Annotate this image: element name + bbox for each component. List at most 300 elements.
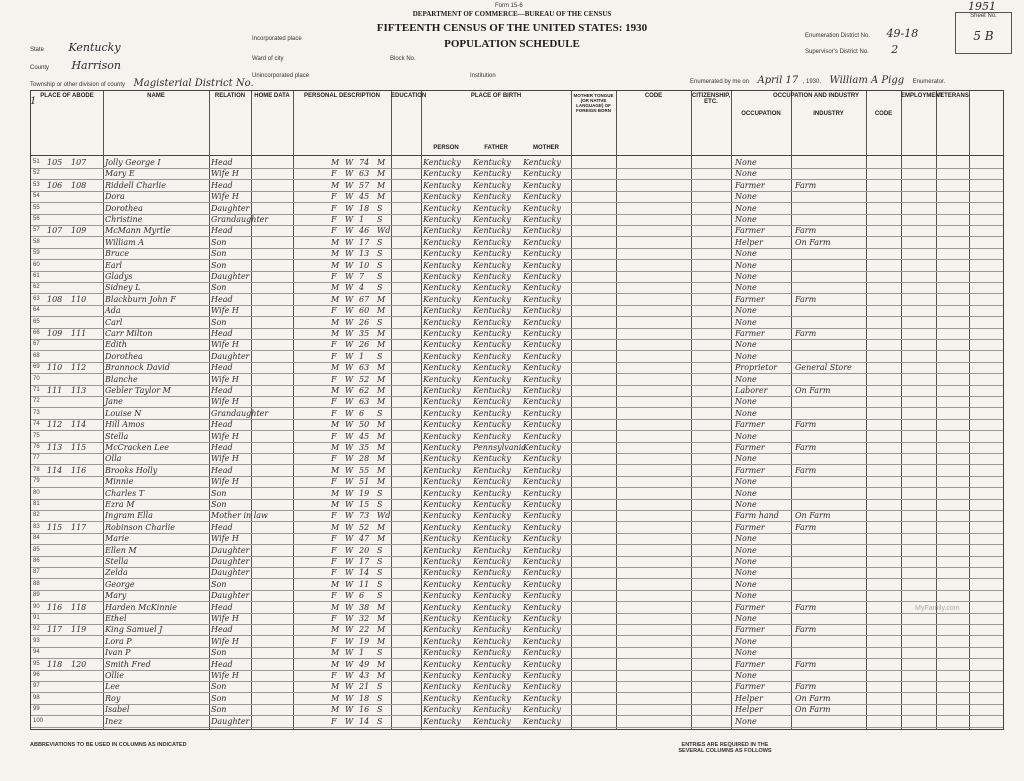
census-row [31,602,1003,613]
cell-fam: 118 [71,602,87,612]
cell-mbp: Kentucky [523,340,561,350]
cell-rel: Head [211,465,233,475]
cell-race: W [345,500,354,509]
cell-sex: M [331,180,340,190]
cell-age: 26 [359,317,370,327]
cell-line: 63 [33,295,40,302]
cell-mbp: Kentucky [523,363,561,373]
cell-bp: Kentucky [423,374,461,384]
cell-name: William A [105,237,144,247]
cell-rel: Head [211,329,233,338]
cell-fbp: Kentucky [473,283,511,293]
cell-name: Ivan P [105,648,131,658]
cell-line: 77 [33,455,40,462]
cell-occ: None [735,431,757,441]
cell-ms: S [377,579,383,589]
cell-age: 21 [359,682,370,692]
cell-name: Ollie [105,671,124,680]
cell-mbp: Kentucky [523,260,561,270]
cell-occ: None [735,317,757,327]
census-row [31,374,1003,385]
cell-mbp: Kentucky [523,511,561,521]
cell-age: 62 [359,386,370,395]
col-code: CODE [644,93,663,99]
cell-sex: M [331,488,340,498]
cell-race: W [345,306,354,316]
cell-ms: M [377,454,386,464]
cell-rel: Son [211,682,227,692]
cell-sex: M [331,294,340,304]
cell-race: W [345,511,354,521]
cell-ind: Farm [795,226,817,236]
col-name: NAME [147,93,165,99]
cell-dw: 107 [47,226,63,236]
cell-occ: Farmer [735,329,765,338]
cell-sex: F [331,272,337,281]
cell-occ: None [735,203,757,213]
census-row [31,248,1003,259]
census-row [31,704,1003,715]
cell-ms: M [377,363,386,373]
cell-sex: M [331,693,340,703]
census-row [31,225,1003,236]
cell-occ: None [735,249,757,259]
cell-rel: Wife H [211,397,239,407]
cell-mbp: Kentucky [523,294,561,304]
cell-sex: F [331,351,337,361]
census-row [31,157,1003,168]
col-education: EDUCATION [391,93,427,99]
cell-age: 19 [359,488,370,498]
cell-rel: Son [211,260,227,270]
cell-race: W [345,659,354,669]
cell-sex: F [331,591,337,601]
cell-occ: Helper [735,693,763,703]
cell-rel: Grandaughter [211,215,269,224]
cell-occ: None [735,648,757,658]
cell-bp: Kentucky [423,237,461,247]
cell-age: 63 [359,363,370,373]
cell-fbp: Kentucky [473,294,511,304]
cell-mbp: Kentucky [523,568,561,578]
cell-rel: Daughter [211,272,250,281]
cell-fbp: Kentucky [473,374,511,384]
cell-name: Mary [105,591,127,601]
cell-bp: Kentucky [423,614,461,623]
cell-sex: M [331,443,340,452]
cell-line: 79 [33,478,40,485]
census-row [31,203,1003,214]
cell-line: 88 [33,580,40,587]
cell-fbp: Kentucky [473,249,511,259]
cell-ms: S [377,716,383,726]
cell-mbp: Kentucky [523,534,561,544]
cell-age: 26 [359,340,370,350]
enum-district-field: Enumeration District No. 49-18 [805,27,919,40]
cell-dw: 118 [47,659,63,669]
cell-sex: M [331,465,340,475]
cell-mbp: Kentucky [523,158,561,167]
cell-line: 83 [33,523,40,530]
cell-name: Sidney L [105,283,141,293]
cell-ms: M [377,602,386,612]
cell-bp: Kentucky [423,602,461,612]
cell-bp: Kentucky [423,511,461,521]
cell-line: 81 [33,501,40,507]
cell-line: 53 [33,181,40,188]
cell-sex: F [331,454,337,464]
cell-race: W [345,636,354,646]
census-row [31,328,1003,339]
census-row [31,693,1003,704]
cell-sex: M [331,602,340,612]
cell-line: 52 [33,170,40,177]
cell-mbp: Kentucky [523,329,561,338]
cell-race: W [345,283,354,293]
cell-fbp: Kentucky [473,272,511,281]
cell-ms: M [377,169,386,179]
cell-bp: Kentucky [423,431,461,441]
cell-fam: 120 [71,659,87,669]
cell-name: Olla [105,454,122,464]
cell-fbp: Kentucky [473,306,511,316]
cell-occ: None [735,500,757,509]
cell-name: King Samuel J [105,625,163,635]
cell-mbp: Kentucky [523,215,561,224]
cell-bp: Kentucky [423,579,461,589]
cell-mbp: Kentucky [523,614,561,623]
cell-mbp: Kentucky [523,682,561,692]
cell-mbp: Kentucky [523,180,561,190]
cell-line: 87 [33,569,40,576]
cell-rel: Head [211,659,233,669]
cell-dw: 110 [47,363,63,373]
cell-mbp: Kentucky [523,431,561,441]
cell-bp: Kentucky [423,420,461,430]
cell-fbp: Kentucky [473,237,511,247]
cell-occ: Farmer [735,420,765,430]
cell-line: 60 [33,261,40,268]
cell-occ: None [735,351,757,361]
cell-ind: Farm [795,465,817,475]
col-personal-description: PERSONAL DESCRIPTION [304,93,380,99]
cell-ms: S [377,237,383,247]
cell-dw: 105 [47,158,63,167]
census-row [31,282,1003,293]
cell-occ: None [735,488,757,498]
cell-rel: Head [211,386,233,395]
cell-age: 52 [359,522,370,532]
census-row [31,419,1003,430]
cell-fbp: Kentucky [473,591,511,601]
cell-fbp: Kentucky [473,636,511,646]
cell-race: W [345,408,354,418]
cell-age: 19 [359,636,370,646]
sub-industry: INDUSTRY [813,111,844,117]
cell-sex: F [331,716,337,726]
cell-name: Stella [105,557,129,566]
cell-ms: S [377,693,383,703]
cell-bp: Kentucky [423,671,461,680]
cell-rel: Daughter [211,545,250,555]
department-line: DEPARTMENT OF COMMERCE—BUREAU OF THE CENSUS [412,10,612,18]
cell-rel: Son [211,500,227,509]
cell-name: George [105,579,135,589]
cell-age: 10 [359,260,370,270]
incorporated-label: Incorporated place [252,36,302,42]
cell-bp: Kentucky [423,477,461,487]
cell-ind: Farm [795,682,817,692]
cell-bp: Kentucky [423,534,461,544]
cell-rel: Son [211,237,227,247]
cell-fbp: Kentucky [473,408,511,418]
cell-race: W [345,443,354,452]
col-place-of-abode: PLACE OF ABODE [40,93,94,99]
cell-ms: M [377,659,386,669]
cell-bp: Kentucky [423,500,461,509]
cell-bp: Kentucky [423,682,461,692]
cell-line: 98 [33,694,40,701]
cell-rel: Wife H [211,477,239,487]
cell-fbp: Kentucky [473,500,511,509]
census-row [31,533,1003,544]
cell-line: 65 [33,318,40,325]
cell-race: W [345,625,354,635]
cell-sex: F [331,671,337,680]
census-row [31,237,1003,248]
institution-label: Institution [470,73,496,79]
cell-sex: M [331,386,340,395]
cell-age: 18 [359,203,370,213]
cell-race: W [345,226,354,236]
cell-bp: Kentucky [423,283,461,293]
cell-name: McCracken Lee [105,443,169,452]
cell-bp: Kentucky [423,226,461,236]
cell-mbp: Kentucky [523,705,561,715]
cell-ms: Wd [377,511,391,521]
cell-race: W [345,591,354,601]
cell-race: W [345,545,354,555]
cell-ms: S [377,545,383,555]
cell-age: 52 [359,374,370,384]
cell-fbp: Pennsylvania [473,443,527,452]
cell-dw: 111 [47,386,63,395]
sheet-value: 5 B [973,29,994,43]
cell-fam: 113 [71,386,87,395]
cell-fbp: Kentucky [473,340,511,350]
cell-mbp: Kentucky [523,408,561,418]
cell-rel: Head [211,602,233,612]
enum-district-value: 49-18 [886,27,919,40]
cell-rel: Wife H [211,431,239,441]
cell-mbp: Kentucky [523,386,561,395]
supervisor-field: Supervisor's District No. 2 [805,43,899,56]
cell-race: W [345,215,354,224]
cell-name: Lee [105,682,120,692]
cell-line: 92 [33,626,40,633]
cell-ind: Farm [795,294,817,304]
cell-mbp: Kentucky [523,693,561,703]
cell-race: W [345,454,354,464]
census-row [31,168,1003,179]
cell-fbp: Kentucky [473,568,511,578]
cell-bp: Kentucky [423,693,461,703]
cell-fbp: Kentucky [473,659,511,669]
cell-race: W [345,477,354,487]
census-row [31,624,1003,635]
cell-race: W [345,294,354,304]
cell-sex: M [331,682,340,692]
cell-line: 57 [33,227,40,234]
cell-name: Dorothea [105,203,143,213]
cell-bp: Kentucky [423,522,461,532]
cell-name: Ada [105,306,121,316]
cell-name: Earl [105,260,122,270]
col-occupation-industry: OCCUPATION AND INDUSTRY [773,93,859,99]
census-row [31,556,1003,567]
cell-fbp: Kentucky [473,545,511,555]
cell-sex: F [331,477,337,487]
cell-occ: None [735,534,757,544]
cell-occ: None [735,192,757,202]
cell-fbp: Kentucky [473,557,511,566]
cell-ms: M [377,306,386,316]
cell-fam: 108 [71,180,87,190]
cell-mbp: Kentucky [523,283,561,293]
cell-fbp: Kentucky [473,511,511,521]
cell-sex: F [331,431,337,441]
cell-name: Hill Amos [105,420,145,430]
cell-rel: Wife H [211,636,239,646]
cell-ind: On Farm [795,693,831,703]
state-value: Kentucky [68,41,121,54]
cell-fbp: Kentucky [473,420,511,430]
cell-bp: Kentucky [423,488,461,498]
cell-line: 54 [33,193,40,200]
cell-occ: None [735,545,757,555]
cell-ind: Farm [795,329,817,338]
census-row [31,362,1003,373]
cell-occ: Farmer [735,180,765,190]
census-row [31,613,1003,624]
cell-mbp: Kentucky [523,272,561,281]
cell-name: Smith Fred [105,659,151,669]
cell-rel: Daughter [211,203,250,213]
cell-mbp: Kentucky [523,477,561,487]
cell-bp: Kentucky [423,180,461,190]
cell-ind: Farm [795,420,817,430]
census-row [31,488,1003,499]
state-field: State Kentucky [30,41,121,54]
cell-bp: Kentucky [423,272,461,281]
cell-rel: Daughter [211,591,250,601]
cell-ms: S [377,272,383,281]
cell-sex: F [331,192,337,202]
cell-dw: 112 [47,420,63,430]
col-employment: EMPLOYMENT [901,93,944,99]
cell-name: Brannock David [105,363,170,373]
cell-ind: Farm [795,602,817,612]
cell-occ: Helper [735,705,763,715]
cell-occ: None [735,340,757,350]
cell-age: 38 [359,602,370,612]
sheet-box: Sheet No. 5 B [955,12,1012,54]
cell-rel: Wife H [211,306,239,316]
cell-race: W [345,602,354,612]
cell-fbp: Kentucky [473,579,511,589]
census-row [31,647,1003,658]
cell-name: Brooks Holly [105,465,158,475]
cell-line: 94 [33,649,40,656]
cell-ms: S [377,682,383,692]
cell-occ: None [735,671,757,680]
cell-ms: M [377,465,386,475]
cell-dw: 114 [47,465,63,475]
cell-name: Zelda [105,568,128,578]
ward-label: Ward of city [252,56,284,62]
cell-occ: None [735,272,757,281]
cell-occ: Laborer [735,386,768,395]
census-row [31,499,1003,510]
cell-name: Bruce [105,249,130,259]
cell-bp: Kentucky [423,454,461,464]
cell-age: 45 [359,431,370,441]
cell-age: 17 [359,237,370,247]
cell-fbp: Kentucky [473,351,511,361]
cell-mbp: Kentucky [523,648,561,658]
cell-occ: Farm hand [735,511,779,521]
cell-ms: S [377,591,383,601]
cell-mbp: Kentucky [523,488,561,498]
cell-line: 93 [33,637,40,644]
census-row [31,476,1003,487]
cell-dw: 116 [47,602,63,612]
cell-occ: None [735,454,757,464]
cell-race: W [345,557,354,566]
cell-name: Blanche [105,374,138,384]
cell-age: 11 [359,579,370,589]
cell-ms: S [377,260,383,270]
cell-line: 71 [33,387,40,393]
cell-name: Ethel [105,614,127,623]
cell-fbp: Kentucky [473,169,511,179]
cell-name: Ezra M [105,500,135,509]
cell-age: 67 [359,294,370,304]
cell-sex: F [331,374,337,384]
cell-fbp: Kentucky [473,431,511,441]
enumerated-date: April 17 [757,75,799,86]
cell-bp: Kentucky [423,306,461,316]
cell-line: 97 [33,683,40,690]
cell-race: W [345,488,354,498]
cell-rel: Son [211,488,227,498]
cell-fbp: Kentucky [473,260,511,270]
cell-fbp: Kentucky [473,614,511,623]
cell-occ: Farmer [735,625,765,635]
cell-bp: Kentucky [423,705,461,715]
cell-race: W [345,237,354,247]
cell-race: W [345,203,354,213]
cell-fbp: Kentucky [473,215,511,224]
cell-ms: S [377,283,383,293]
cell-rel: Wife H [211,454,239,464]
cell-sex: F [331,614,337,623]
cell-ms: S [377,568,383,578]
cell-ms: M [377,636,386,646]
cell-bp: Kentucky [423,215,461,224]
cell-dw: 115 [47,522,63,532]
cell-race: W [345,579,354,589]
